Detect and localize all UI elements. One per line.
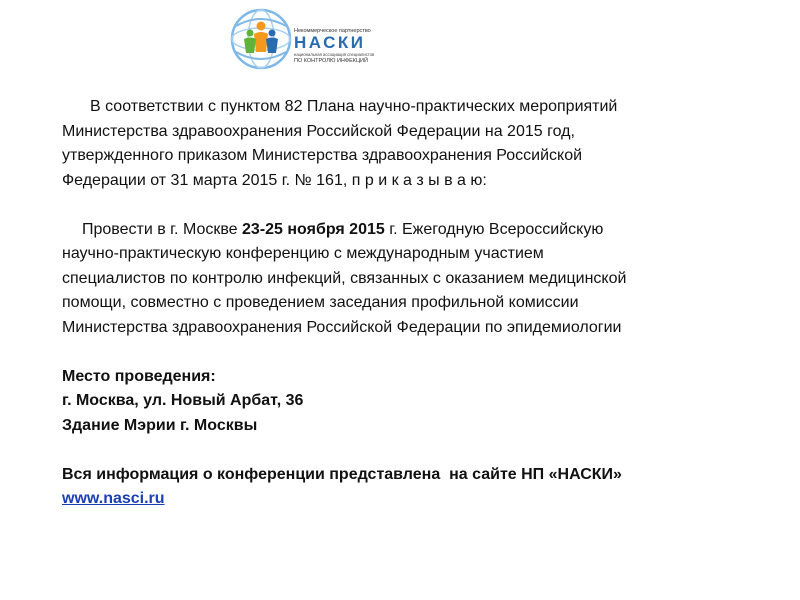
text-line: помощи, совместно с проведением заседания профильной комиссии — [62, 294, 579, 311]
logo-subtitle-caps: ПО КОНТРОЛЮ ИНФЕКЦИЙ — [294, 58, 368, 64]
order-paragraph — [62, 95, 722, 193]
website-link[interactable]: www.nasci.ru — [62, 490, 165, 507]
globe-people-icon — [230, 8, 292, 70]
venue-building: Здание Мэрии г. Москвы — [62, 416, 258, 434]
text-line: Министерства здравоохранения Российской Федерации по эпидемиологии — [62, 318, 622, 336]
text-line: Провести в г. Москве 23-25 ноября 2015 г. Ежегодную Всероссийскую — [82, 220, 604, 238]
info-block — [62, 463, 722, 512]
text-line: В соответствии с пунктом 82 Плана научно-практических мероприятий — [90, 98, 618, 115]
info-text: Вся информация о конференции представлена на сайте НП «НАСКИ» — [62, 465, 622, 483]
venue-heading: Место проведения: — [62, 367, 216, 385]
logo-subtitle: национальная ассоциация специалистов — [294, 52, 375, 57]
naski-logo — [230, 8, 390, 70]
text-line: специалистов по контролю инфекций, связанных с оказанием медицинской — [62, 269, 627, 287]
logo-top-text: Некоммерческое партнерство — [294, 28, 371, 34]
text-line: утвержденного приказом Министерства здравоохранения Российской — [62, 147, 583, 164]
text-line: Министерства здравоохранения Российской Федерации на 2015 год, — [62, 122, 575, 140]
logo-name: НАСКИ — [294, 33, 366, 52]
conference-dates: 23-25 ноября 2015 — [242, 220, 385, 238]
venue-address: г. Москва, ул. Новый Арбат, 36 — [62, 392, 304, 409]
text-line: Федерации от 31 марта 2015 г. № 161, п р и к а з ы в а ю: — [62, 171, 487, 189]
document-body — [62, 95, 722, 512]
text-line: научно-практическую конференцию с международным участием — [62, 245, 544, 262]
conference-paragraph — [62, 218, 722, 341]
venue-block — [62, 365, 722, 439]
